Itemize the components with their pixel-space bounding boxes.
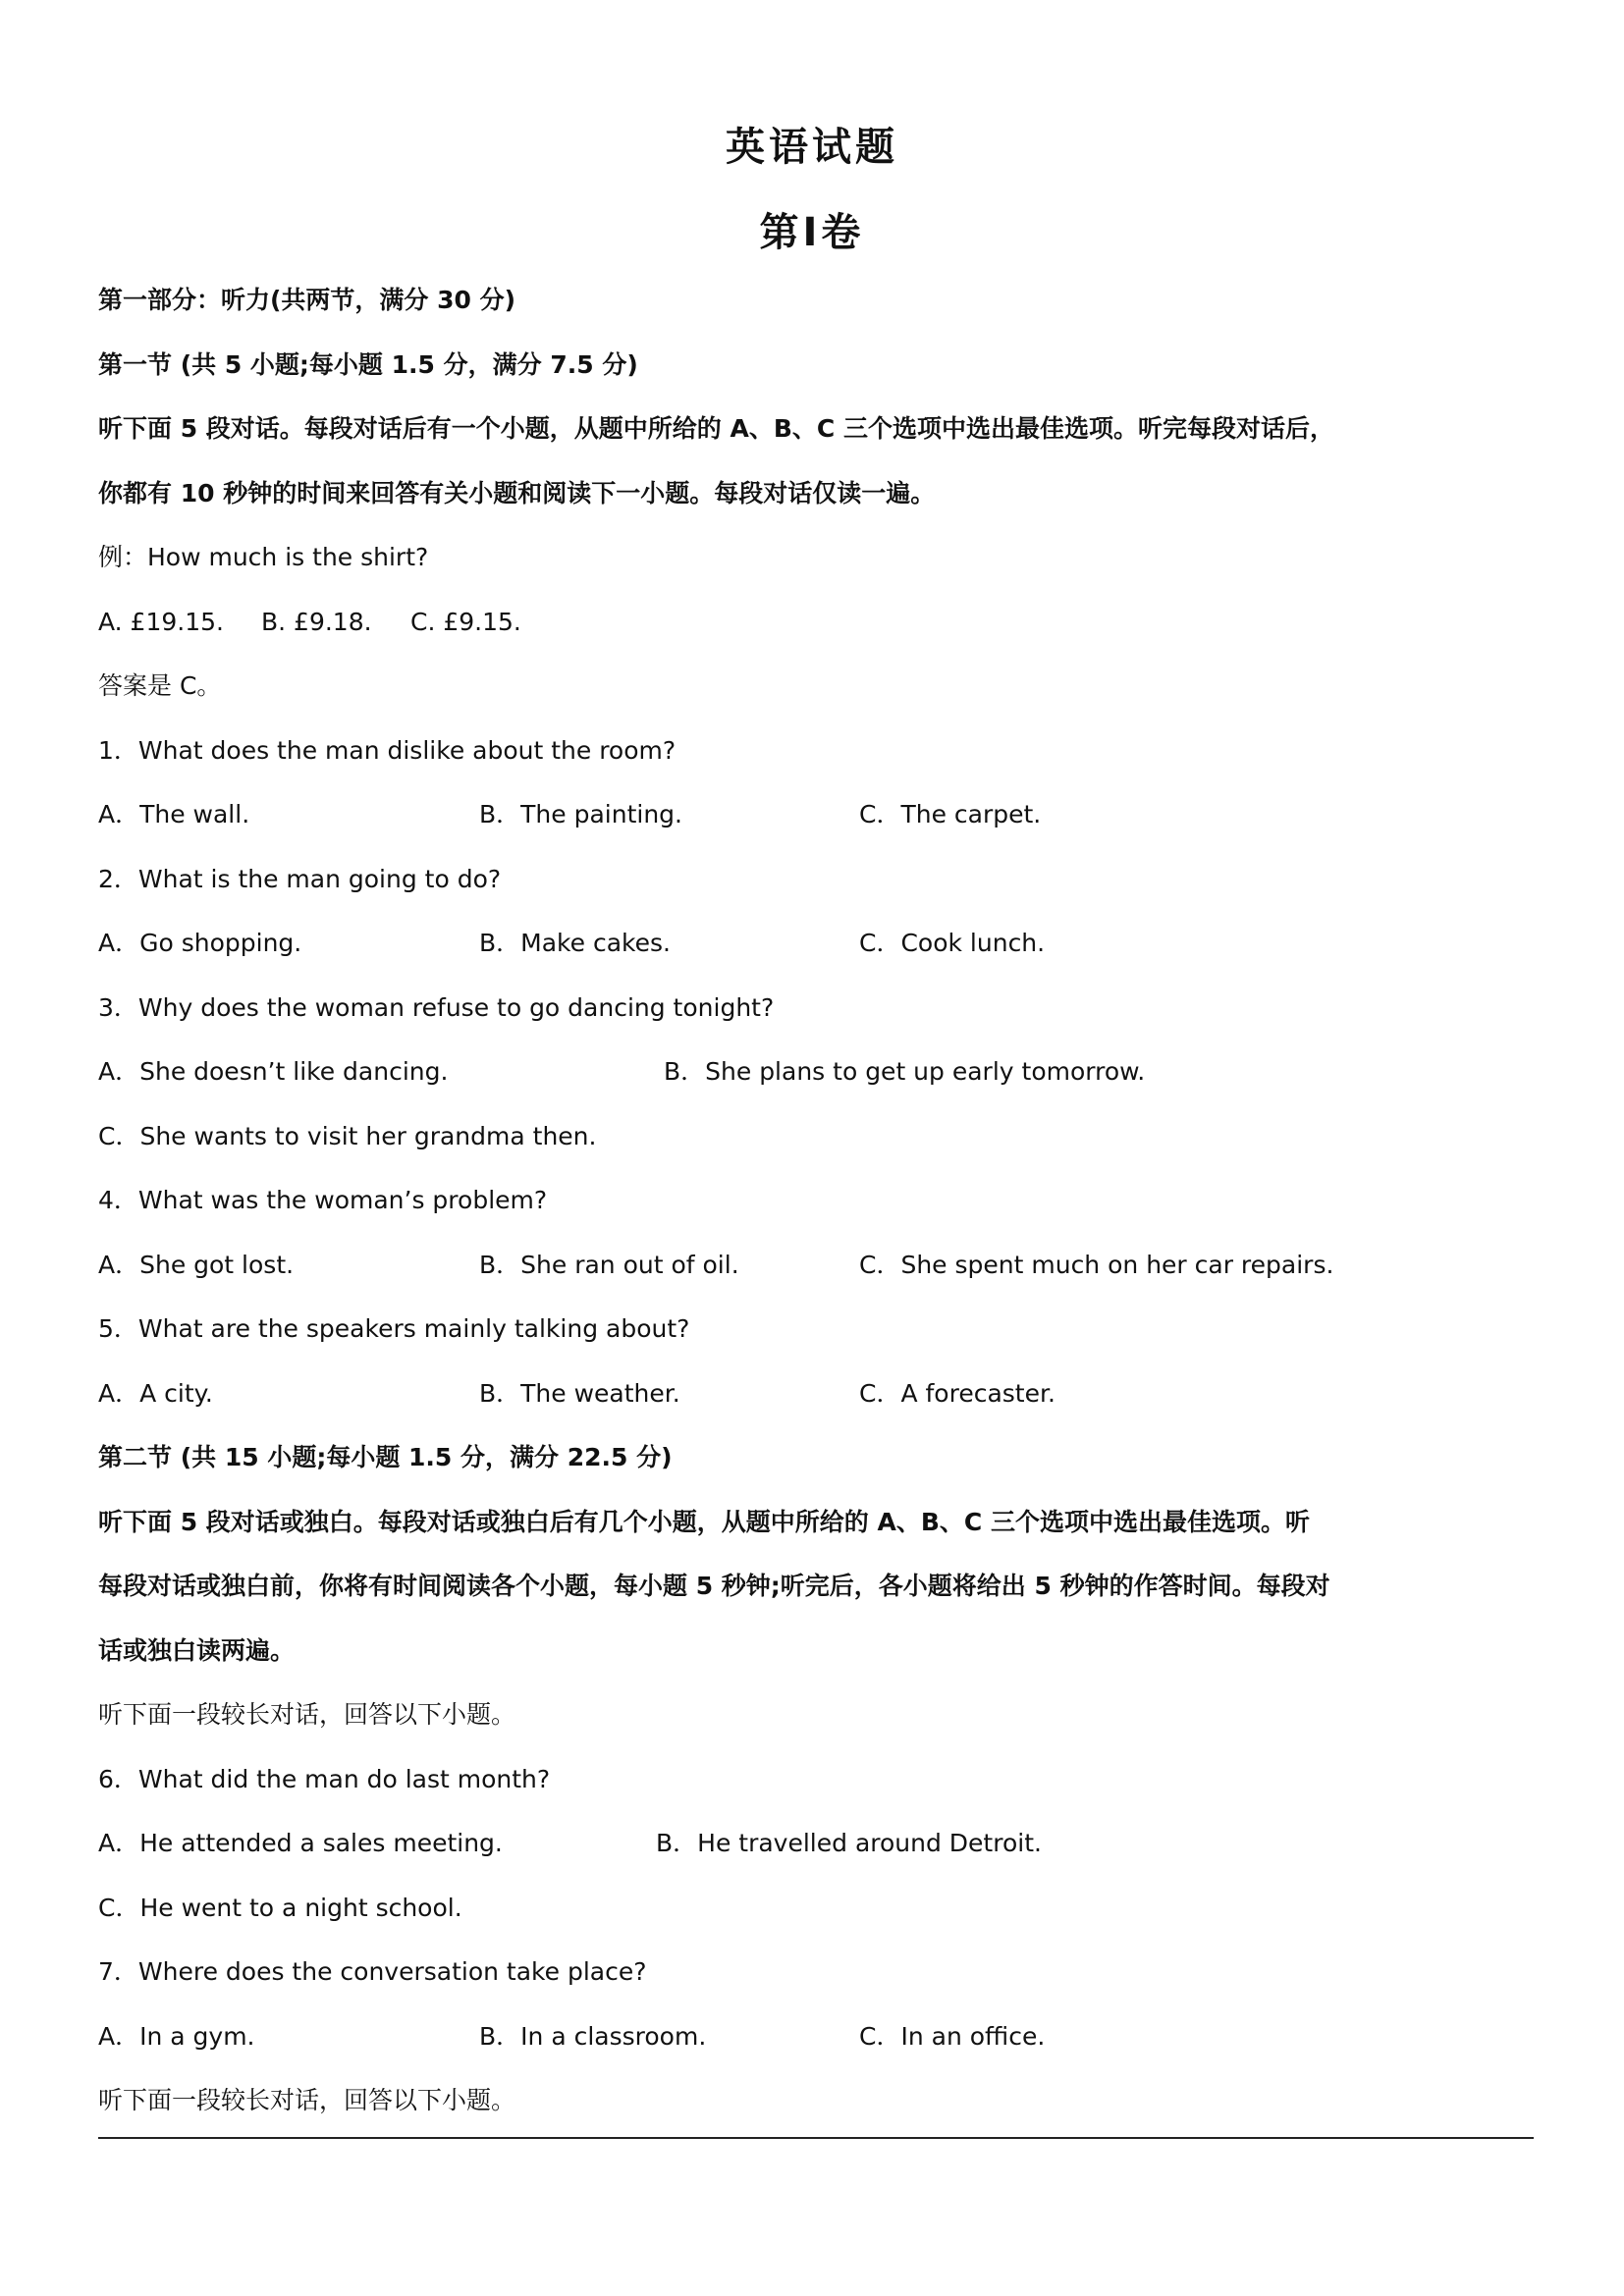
example-option-a: A. £19.15. xyxy=(98,608,224,636)
q4-option-a: A．She got lost. xyxy=(98,1251,295,1279)
q5-option-c: C．A forecaster. xyxy=(859,1379,1056,1408)
exam-title: 英语试题 xyxy=(726,125,898,170)
q7-option-c: C．In an office. xyxy=(859,2022,1046,2051)
example-answer: 答案是 C。 xyxy=(98,671,222,700)
section1-instruction: 你都有 10 秒钟的时间来回答有关小题和阅读下一小题。每段对话仅读一遍。 xyxy=(98,479,936,507)
q2-option-a: A．Go shopping. xyxy=(98,929,302,957)
q6-option-a: A．He attended a sales meeting. xyxy=(98,1829,503,1857)
q4-option-b: B．She ran out of oil. xyxy=(479,1251,739,1279)
question-4: 4．What was the woman’s problem? xyxy=(98,1186,548,1214)
q5-option-a: A．A city. xyxy=(98,1379,213,1408)
q7-option-a: A．In a gym. xyxy=(98,2022,255,2051)
q6-option-b: B．He travelled around Detroit. xyxy=(656,1829,1042,1857)
q5-option-b: B．The weather. xyxy=(479,1379,680,1408)
section1-heading: 第一节 (共 5 小题;每小题 1.5 分，满分 7.5 分) xyxy=(98,350,638,379)
group-intro: 听下面一段较长对话，回答以下小题。 xyxy=(98,2086,516,2114)
q3-option-b: B．She plans to get up early tomorrow. xyxy=(664,1057,1146,1086)
volume-title: 第Ⅰ卷 xyxy=(759,210,865,255)
question-2: 2．What is the man going to do? xyxy=(98,865,502,893)
q1-option-c: C．The carpet. xyxy=(859,800,1042,828)
question-6: 6．What did the man do last month? xyxy=(98,1765,551,1793)
example-option-b: B. £9.18. xyxy=(261,608,372,636)
question-1: 1．What does the man dislike about the room? xyxy=(98,736,677,765)
section2-instruction: 听下面 5 段对话或独白。每段对话或独白后有几个小题，从题中所给的 A、B、C 三个选项中选出最佳选项。听 xyxy=(98,1508,1310,1536)
section2-heading: 第二节 (共 15 小题;每小题 1.5 分，满分 22.5 分) xyxy=(98,1443,673,1471)
q1-option-b: B．The painting. xyxy=(479,800,682,828)
question-5: 5．What are the speakers mainly talking about? xyxy=(98,1314,690,1343)
q4-option-c: C．She spent much on her car repairs. xyxy=(859,1251,1334,1279)
section2-instruction: 话或独白读两遍。 xyxy=(98,1636,296,1665)
q2-option-c: C．Cook lunch. xyxy=(859,929,1046,957)
section2-instruction: 每段对话或独白前，你将有时间阅读各个小题，每小题 5 秒钟;听完后，各小题将给出 5 秒钟的作答时间。每段对 xyxy=(98,1572,1330,1600)
q6-option-c: C．He went to a night school. xyxy=(98,1894,462,1922)
q2-option-b: B．Make cakes. xyxy=(479,929,671,957)
footer-divider xyxy=(98,2137,1534,2139)
example-question: 例：How much is the shirt? xyxy=(98,543,429,571)
q1-option-a: A．The wall. xyxy=(98,800,250,828)
q7-option-b: B．In a classroom. xyxy=(479,2022,707,2051)
part1-heading: 第一部分：听力(共两节，满分 30 分) xyxy=(98,286,516,314)
question-7: 7．Where does the conversation take place? xyxy=(98,1957,647,1986)
example-option-c: C. £9.15. xyxy=(410,608,521,636)
question-3: 3．Why does the woman refuse to go dancing tonight? xyxy=(98,993,775,1022)
q3-option-c: C．She wants to visit her grandma then. xyxy=(98,1122,597,1150)
section1-instruction: 听下面 5 段对话。每段对话后有一个小题，从题中所给的 A、B、C 三个选项中选出最佳选项。听完每段对话后， xyxy=(98,414,1334,443)
q3-option-a: A．She doesn’t like dancing. xyxy=(98,1057,449,1086)
group-intro: 听下面一段较长对话，回答以下小题。 xyxy=(98,1700,516,1729)
